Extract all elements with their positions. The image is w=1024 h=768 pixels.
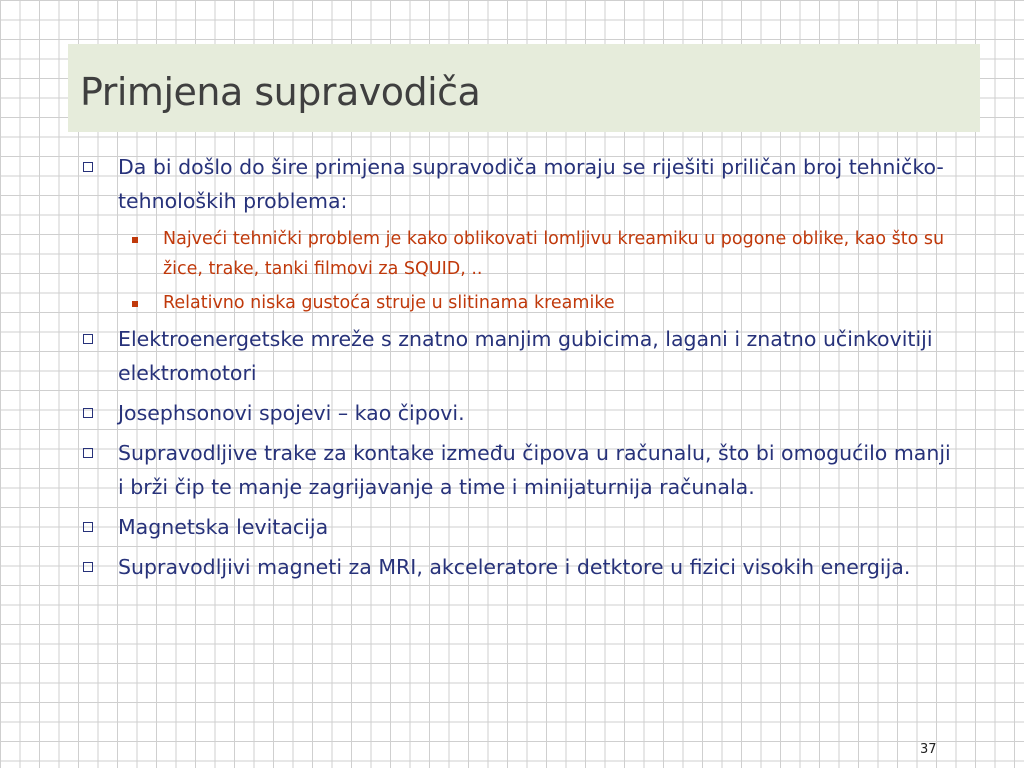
slide-title: Primjena supravodiča — [80, 70, 481, 114]
checkbox-bullet-icon — [83, 448, 93, 458]
list-item-text: Da bi došlo do šire primjena supravodiča moraju se riješiti priličan broj tehničko-tehnoloških problema: — [118, 155, 944, 213]
checkbox-bullet-icon — [83, 162, 93, 172]
list-item-text: Elektroenergetske mreže s znatno manjim gubicima, lagani i znatno učinkovitiji elektromotori — [118, 327, 933, 385]
list-item — [80, 150, 960, 218]
checkbox-bullet-icon — [83, 334, 93, 344]
square-bullet-icon — [132, 237, 138, 243]
bullet-list — [80, 150, 960, 590]
title-bar — [68, 44, 980, 132]
square-bullet-icon — [132, 301, 138, 307]
checkbox-bullet-icon — [83, 562, 93, 572]
checkbox-bullet-icon — [83, 522, 93, 532]
list-item-text: Supravodljivi magneti za MRI, akceleratore i detktore u fizici visokih energija. — [118, 555, 911, 579]
list-item — [80, 396, 960, 430]
list-item-text: Supravodljive trake za kontake između čipova u računalu, što bi omogućilo manji i brži čip te manje zagrijavanje a time i minijaturnija računala. — [118, 441, 951, 499]
sub-list-item — [80, 288, 960, 318]
list-item — [80, 510, 960, 544]
sub-list-item-text: Najveći tehnički problem je kako oblikovati lomljivu kreamiku u pogone oblike, kao što su žice, trake, tanki filmovi za SQUID, .. — [163, 229, 945, 279]
sub-list-item-text: Relativno niska gustoća struje u slitinama kreamike — [163, 293, 615, 313]
list-item-text: Josephsonovi spojevi – kao čipovi. — [118, 401, 465, 425]
page-number: 37 — [920, 742, 937, 757]
list-item — [80, 436, 960, 504]
sub-list-item — [80, 224, 960, 284]
checkbox-bullet-icon — [83, 408, 93, 418]
list-item — [80, 550, 960, 584]
list-item — [80, 322, 960, 390]
list-item-text: Magnetska levitacija — [118, 515, 329, 539]
